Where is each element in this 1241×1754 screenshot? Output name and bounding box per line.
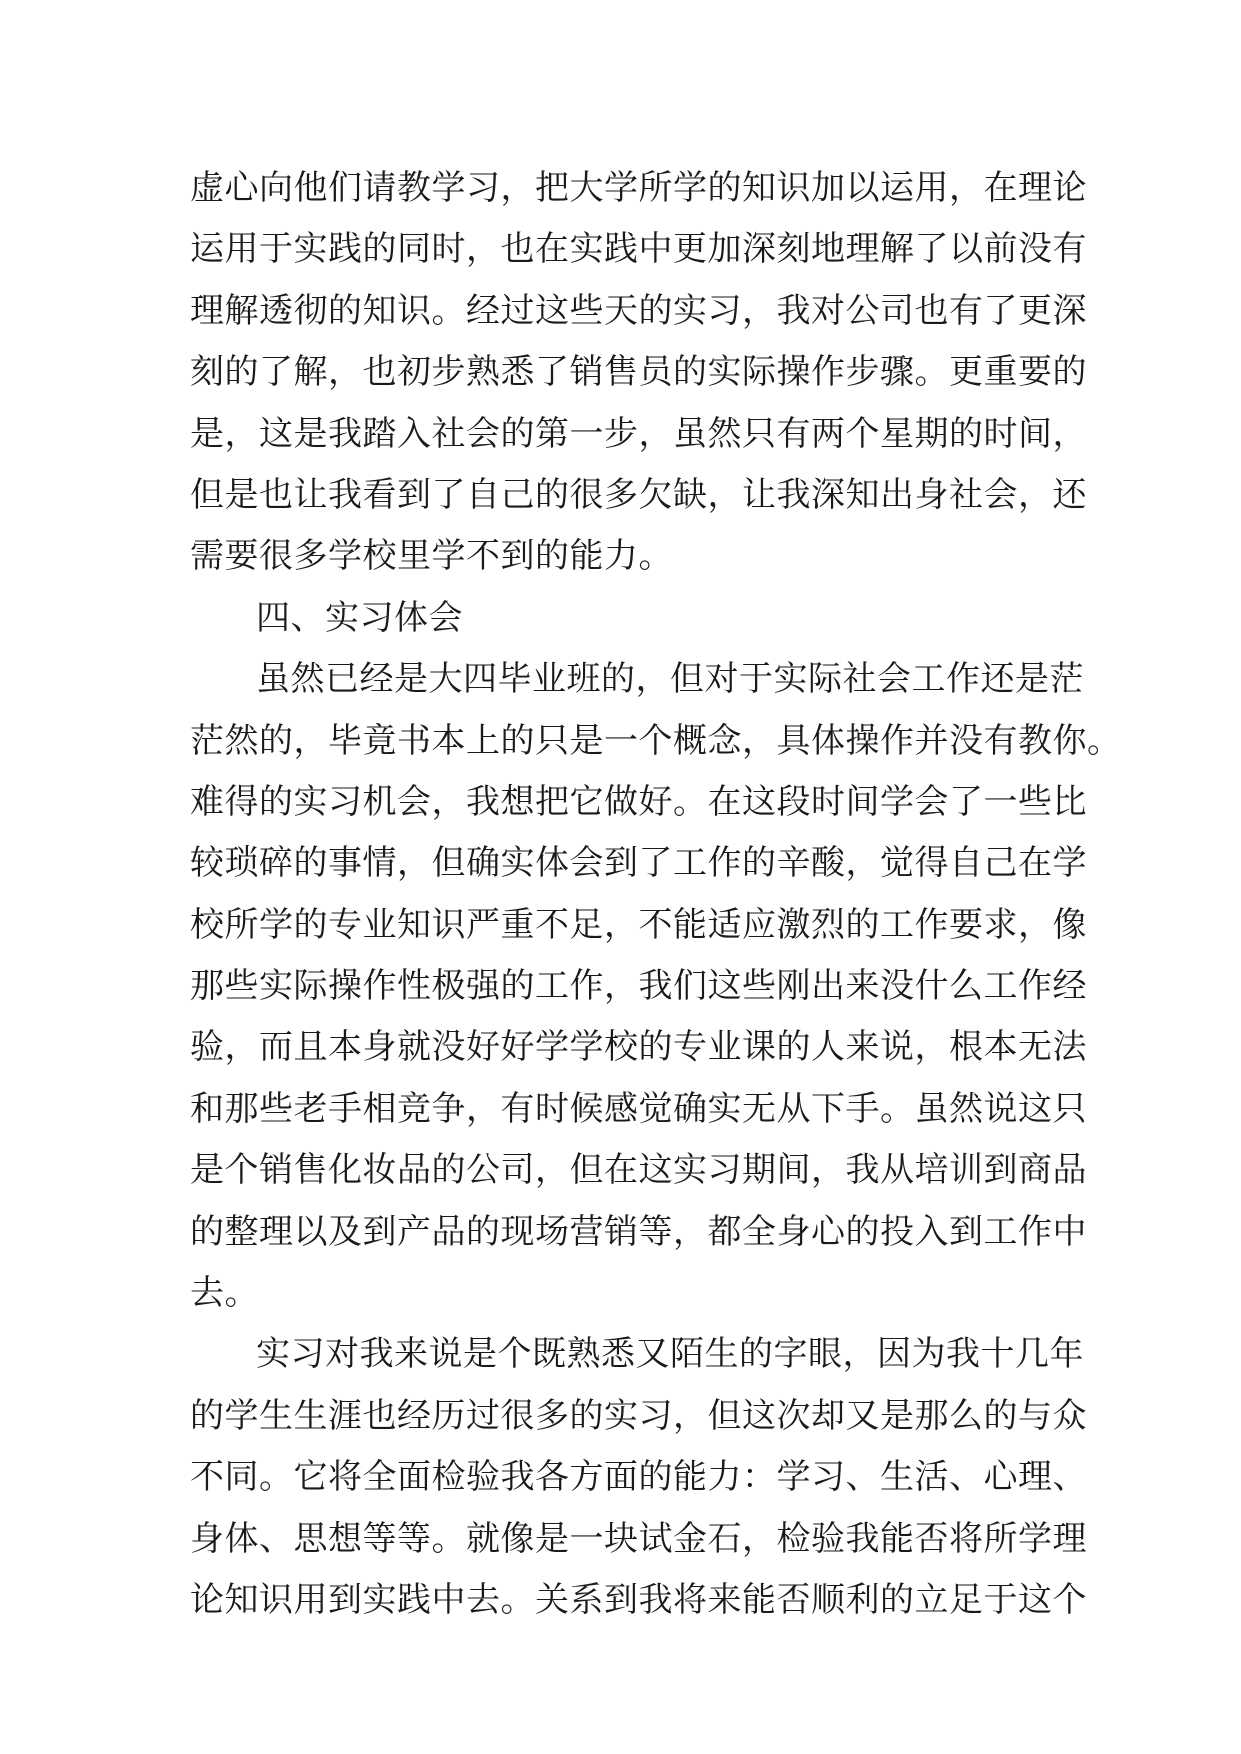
text-line: 的学生生涯也经历过很多的实习，但这次却又是那么的与众 [190,1395,1087,1436]
text-line: 实习对我来说是个既熟悉又陌生的字眼，因为我十几年 [256,1334,1084,1375]
paragraph-1 [190,158,1087,588]
text-line: 虽然已经是大四毕业班的，但对于实际社会工作还是茫 [256,659,1084,700]
text-line: 需要很多学校里学不到的能力。 [190,536,673,577]
text-line: 但是也让我看到了自己的很多欠缺，让我深知出身社会，还 [190,474,1087,515]
text-line: 虚心向他们请教学习，把大学所学的知识加以运用，在理论 [190,168,1087,208]
text-line: 和那些老手相竞争，有时候感觉确实无从下手。虽然说这只 [190,1088,1087,1129]
text-line: 校所学的专业知识严重不足，不能适应激烈的工作要求，像 [190,904,1087,945]
text-line: 验，而且本身就没好好学学校的专业课的人来说，根本无法 [190,1027,1087,1068]
document-body [190,158,1122,1631]
text-line: 茫然的，毕竟书本上的只是一个概念，具体操作并没有教你。 [190,720,1122,761]
text-line: 刻的了解，也初步熟悉了销售员的实际操作步骤。更重要的 [190,352,1087,393]
text-line: 难得的实习机会，我想把它做好。在这段时间学会了一些比 [190,781,1087,822]
text-line: 不同。它将全面检验我各方面的能力：学习、生活、心理、 [190,1457,1087,1498]
text-line: 身体、思想等等。就像是一块试金石，检验我能否将所学理 [190,1518,1087,1559]
text-line: 去。 [190,1273,259,1314]
paragraph-3 [190,1324,1087,1631]
text-line: 的整理以及到产品的现场营销等，都全身心的投入到工作中 [190,1211,1087,1252]
text-line: 较琐碎的事情，但确实体会到了工作的辛酸，觉得自己在学 [190,843,1087,884]
text-line: 运用于实践的同时，也在实践中更加深刻地理解了以前没有 [190,229,1087,270]
paragraph-2 [190,649,1122,1324]
text-line: 理解透彻的知识。经过这些天的实习，我对公司也有了更深 [190,290,1087,331]
text-line: 那些实际操作性极强的工作，我们这些刚出来没什么工作经 [190,966,1087,1007]
section-heading: 四、实习体会 [256,597,463,638]
text-line: 是，这是我踏入社会的第一步，虽然只有两个星期的时间， [190,413,1087,454]
text-line: 是个销售化妆品的公司，但在这实习期间，我从培训到商品 [190,1150,1087,1191]
text-line: 论知识用到实践中去。关系到我将来能否顺利的立足于这个 [190,1579,1087,1620]
